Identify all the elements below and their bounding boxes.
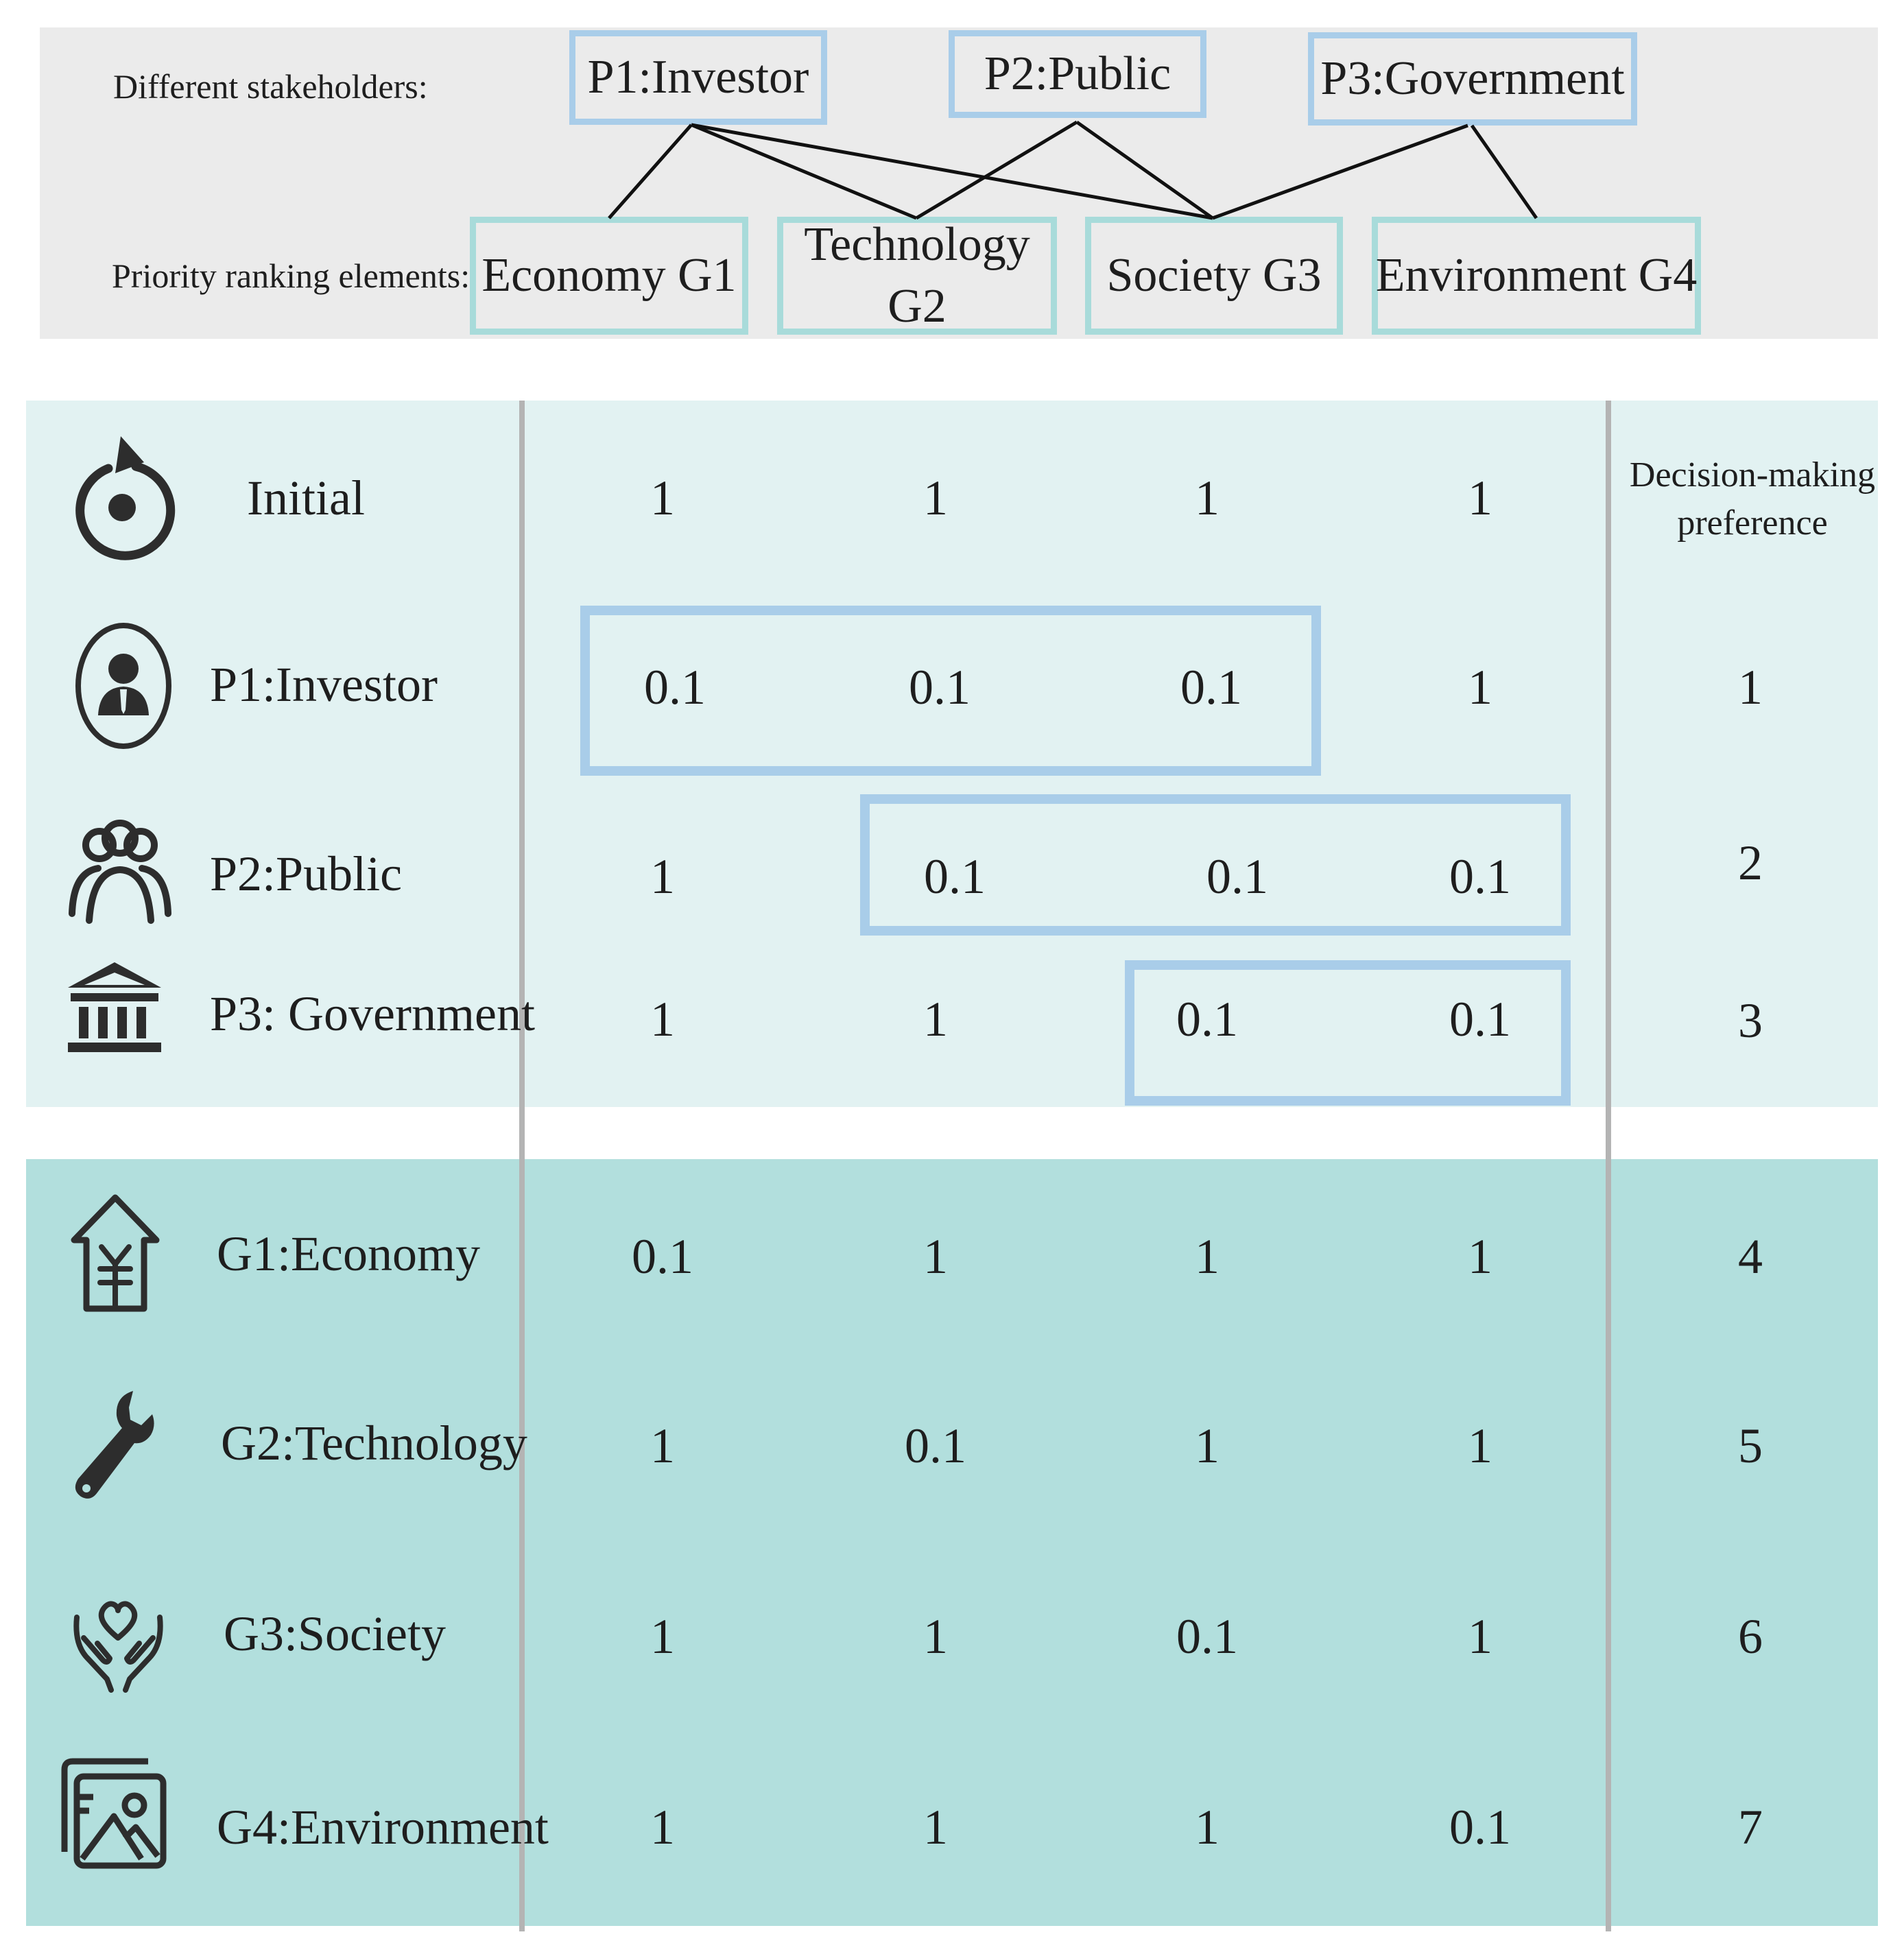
matrix-cell: 1 bbox=[1468, 660, 1492, 715]
element-box-society bbox=[1085, 217, 1343, 335]
preference-rank: 2 bbox=[1738, 835, 1763, 890]
stakeholder-label: P2:Public bbox=[984, 47, 1171, 100]
matrix-cell: 1 bbox=[1468, 471, 1492, 525]
matrix-cell: 1 bbox=[923, 471, 948, 525]
stakeholder-box-government bbox=[1308, 32, 1637, 126]
preference-rank: 4 bbox=[1738, 1229, 1763, 1284]
matrix-cell: 0.1 bbox=[1449, 1800, 1511, 1855]
element-label: Environment G4 bbox=[1375, 249, 1698, 302]
stakeholder-label: P3:Government bbox=[1320, 52, 1625, 105]
matrix-cell: 0.1 bbox=[644, 660, 706, 715]
heart-hands-icon bbox=[69, 1590, 168, 1693]
matrix-cell: 1 bbox=[650, 471, 675, 525]
stakeholder-label: P1:Investor bbox=[587, 51, 809, 104]
stakeholders-label: Different stakeholders: bbox=[113, 67, 428, 106]
element-box-environment bbox=[1372, 217, 1701, 335]
matrix-cell: 1 bbox=[923, 1609, 948, 1664]
investor-icon bbox=[72, 621, 175, 751]
economy-icon bbox=[67, 1192, 163, 1316]
landscape-icon bbox=[59, 1756, 169, 1872]
matrix-cell: 0.1 bbox=[1206, 849, 1268, 904]
matrix-cell: 1 bbox=[923, 1229, 948, 1284]
row-label-initial: Initial bbox=[247, 471, 365, 525]
matrix-cell: 1 bbox=[650, 849, 675, 904]
preference-rank: 1 bbox=[1738, 660, 1763, 715]
row-label-government: P3: Government bbox=[210, 986, 535, 1041]
element-label: Economy G1 bbox=[481, 249, 737, 302]
matrix-cell: 1 bbox=[923, 992, 948, 1047]
matrix-cell: 0.1 bbox=[1176, 1609, 1238, 1664]
matrix-cell: 1 bbox=[650, 1418, 675, 1473]
preference-rank: 6 bbox=[1738, 1609, 1763, 1664]
matrix-cell: 0.1 bbox=[1449, 992, 1511, 1047]
preference-rank: 5 bbox=[1738, 1418, 1763, 1473]
row-label-technology: G2:Technology bbox=[221, 1416, 527, 1471]
matrix-cell: 1 bbox=[1468, 1229, 1492, 1284]
stakeholder-box-public bbox=[949, 30, 1206, 118]
row-label-economy: G1:Economy bbox=[217, 1226, 480, 1281]
matrix-cell: 1 bbox=[650, 1609, 675, 1664]
element-box-economy bbox=[470, 217, 748, 335]
matrix-cell: 1 bbox=[1195, 1418, 1219, 1473]
matrix-cell: 1 bbox=[650, 992, 675, 1047]
wrench-icon bbox=[67, 1387, 156, 1503]
matrix-cell: 1 bbox=[1195, 1800, 1219, 1855]
priority-elements-label: Priority ranking elements: bbox=[112, 257, 471, 295]
row-label-environment: G4:Environment bbox=[217, 1800, 549, 1855]
matrix-cell: 0.1 bbox=[924, 849, 986, 904]
matrix-cell: 0.1 bbox=[909, 660, 971, 715]
row-label-society: G3:Society bbox=[224, 1606, 446, 1661]
element-label: Society G3 bbox=[1106, 249, 1322, 302]
refresh-icon bbox=[67, 431, 177, 575]
preference-rank: 7 bbox=[1738, 1800, 1763, 1855]
matrix-cell: 1 bbox=[650, 1800, 675, 1855]
matrix-cell: 1 bbox=[1468, 1418, 1492, 1473]
people-icon bbox=[65, 818, 175, 927]
matrix-cell: 1 bbox=[923, 1800, 948, 1855]
matrix-cell: 1 bbox=[1195, 471, 1219, 525]
matrix-cell: 0.1 bbox=[1180, 660, 1242, 715]
element-label: Technology G2 bbox=[804, 218, 1030, 333]
decision-preference-header: Decision-making preference bbox=[1629, 455, 1876, 543]
row-label-public: P2:Public bbox=[210, 846, 403, 901]
government-icon bbox=[65, 959, 165, 1055]
matrix-cell: 0.1 bbox=[1449, 849, 1511, 904]
element-box-technology bbox=[777, 217, 1057, 335]
preference-rank: 3 bbox=[1738, 993, 1763, 1048]
stakeholder-box-investor bbox=[569, 30, 827, 125]
matrix-cell: 1 bbox=[1195, 1229, 1219, 1284]
matrix-cell: 0.1 bbox=[905, 1418, 966, 1473]
matrix-cell: 0.1 bbox=[1176, 992, 1238, 1047]
row-label-investor: P1:Investor bbox=[210, 657, 438, 712]
column-divider bbox=[519, 401, 525, 1931]
column-divider bbox=[1606, 401, 1611, 1931]
matrix-cell: 0.1 bbox=[632, 1229, 693, 1284]
matrix-cell: 1 bbox=[1468, 1609, 1492, 1664]
